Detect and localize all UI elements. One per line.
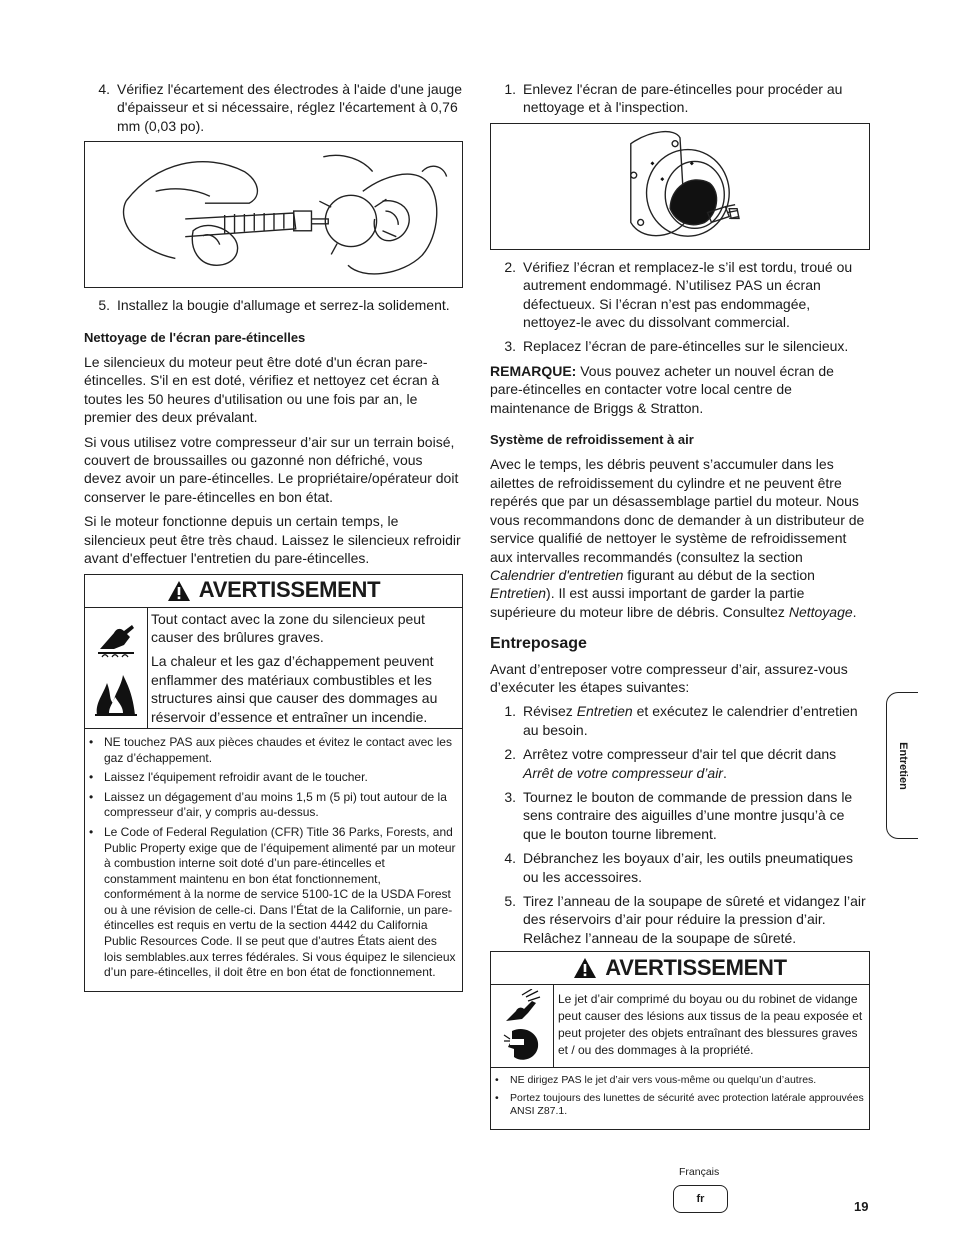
step-text: Enlevez l'écran de pare-étincelles pour procéder au nettoyage et à l'inspection. bbox=[523, 81, 843, 116]
right-column bbox=[490, 80, 870, 1130]
list-item: • NE dirigez PAS le jet d’air vers vous-même ou quelqu’un d’autres. bbox=[495, 1074, 817, 1087]
hot-surface-hand-icon bbox=[94, 619, 138, 659]
step-list-install bbox=[84, 296, 463, 314]
cooling-heading: Système de refroidissement à air bbox=[490, 432, 694, 448]
list-item: 5. Tirez l’anneau de la soupape de sûreté et vidangez l’air des réservoirs d’air pour réduire la pression d’air. Relâchez l’anneau de la soupape de sûreté. bbox=[504, 893, 866, 946]
warning-text bbox=[148, 608, 462, 728]
list-item: 3. Tournez le bouton de commande de pression dans le sens contraire des aiguilles d’une montre jusqu’à ce que le bouton tourne librement. bbox=[504, 788, 853, 842]
step-number: 1. bbox=[504, 81, 516, 97]
warning-bullets bbox=[491, 1068, 869, 1129]
paragraph: Si le moteur fonctionne depuis un certain temps, le silencieux peut être très chaud. Laissez le silencieux refroidir avant d'effectuer l'entretien du pare-étincelles. bbox=[84, 513, 461, 567]
warning-text-line: Tout contact avec la zone du silencieux peut causer des brûlures graves. bbox=[151, 610, 425, 645]
spark-arrester-illustration-icon bbox=[491, 124, 869, 249]
warning-title: AVERTISSEMENT bbox=[198, 577, 381, 603]
language-badge: fr bbox=[673, 1185, 728, 1213]
list-item bbox=[490, 337, 870, 355]
side-tab-label: Entretien bbox=[896, 741, 909, 790]
warning-header bbox=[491, 952, 869, 985]
air-jet-hand-icon bbox=[502, 989, 542, 1025]
warning-box-air-jet bbox=[490, 951, 870, 1130]
step-text: Installez la bougie d'allumage et serrez-la solidement. bbox=[117, 297, 450, 314]
warning-icons bbox=[491, 985, 554, 1067]
list-item: 2. Arrêtez votre compresseur d'air tel que décrit dans Arrêt de votre compresseur d’air. bbox=[504, 746, 837, 781]
warning-text-line: La chaleur et les gaz d’échappement peuvent enflammer des matériaux combustibles et les structures ainsi que causer des dommages au réservoir d’essence et entraîner un incendie. bbox=[151, 653, 438, 725]
list-item: 4. Débranchez les boyaux d’air, les outils pneumatiques ou les accessoires. bbox=[504, 850, 853, 885]
list-item: • Laissez l'équipement refroidir avant de le toucher. bbox=[89, 770, 368, 785]
section-side-tab[interactable] bbox=[886, 692, 918, 839]
step-text: Vérifiez l'écartement des électrodes à l'aide d'une jauge d'épaisseur et si nécessaire, réglez l'écartement à 0,76 mm (0,03 po). bbox=[117, 81, 463, 134]
step-list-check-screen bbox=[490, 258, 870, 356]
step-list-spark-plug bbox=[84, 80, 463, 135]
storage-heading: Entreposage bbox=[490, 635, 587, 653]
language-label: Français bbox=[679, 1166, 720, 1178]
step-list-remove-screen bbox=[490, 80, 870, 117]
warning-box-muffler bbox=[84, 574, 463, 992]
list-item: • NE touchez PAS aux pièces chaudes et évitez le contact avec les gaz d’échappement. bbox=[89, 734, 452, 765]
cooling-paragraph: Avec le temps, les débris peuvent s’accumuler dans les ailettes de refroidissement du cylindre et ne peuvent être repérés que par un désassemblage partiel du moteur. Nous vous recommandons donc de demander à un distributeur de service qualifié de nettoyer le système de refroidissement aux intervalles recommandés (consultez la section Calendrier d'entretien figurant au début de la section Entretien). Il est aussi important de garder la partie supérieure du moteur libre de débris. Consultez Nettoyage. bbox=[490, 456, 865, 620]
step-text: Replacez l’écran de pare-étincelles sur le silencieux. bbox=[523, 338, 849, 355]
list-item bbox=[490, 258, 870, 332]
page-number: 19 bbox=[854, 1199, 869, 1214]
warning-body bbox=[491, 985, 869, 1068]
spark-plug-gap-figure bbox=[84, 141, 463, 288]
list-item: • Laissez un dégagement d’au moins 1,5 m (5 pi) tout autour de la compresseur d’air, y compris au-dessus. bbox=[89, 789, 447, 820]
step-number: 5. bbox=[98, 297, 110, 314]
warning-triangle-icon bbox=[573, 957, 597, 979]
fire-icon bbox=[93, 673, 139, 717]
warning-icons bbox=[85, 608, 148, 728]
safety-goggles-icon bbox=[502, 1025, 542, 1063]
warning-body bbox=[85, 608, 462, 729]
paragraph: Si vous utilisez votre compresseur d’air sur un terrain boisé, couvert de broussailles ou gazonné non défriché, vous devez avoir un pare-étincelles. Le propriétaire/opérateur doit conserver le pare-étincelles en bon état. bbox=[84, 433, 459, 505]
remarque-paragraph: REMARQUE: Vous pouvez acheter un nouvel écran de pare-étincelles en contacter votre local centre de maintenance de Briggs & Stratton. bbox=[490, 362, 834, 416]
paragraph: Le silencieux du moteur peut être doté d'un écran pare-étincelles. S'il en est doté, vérifiez et nettoyez cet écran à toutes les 50 heures d'utilisation ou une fois par an, le premier des deux prévalant. bbox=[84, 354, 440, 426]
left-column bbox=[84, 80, 463, 992]
warning-bullets bbox=[85, 729, 462, 991]
list-item: 1. Révisez Entretien et exécutez le calendrier d’entretien au besoin. bbox=[504, 703, 858, 738]
storage-intro: Avant d’entreposer votre compresseur d’air, assurez-vous d’exécuter les étapes suivantes: bbox=[490, 660, 848, 695]
warning-title: AVERTISSEMENT bbox=[605, 955, 787, 981]
warning-text: Le jet d’air comprimé du boyau ou du robinet de vidange peut causer des lésions aux tissus de la peau exposée et peut projeter des objets entraînant des blessures graves et / ou des dommages à la propriété. bbox=[558, 992, 863, 1058]
list-item: • Le Code of Federal Regulation (CFR) Title 36 Parks, Forests, and Public Property exige que de l’équipement alimenté par un moteur à combustion interne soit doté d’un pare-étincelles et constamment maintenu en bon état fonctionnement, conformément à la norme de service 5100-1C de la USDA Forest ou à une révision de celle-ci. Dans l’État de la Californie, un pare-étincelles est requis en vertu de la section 4442 du California Public Resources Code. Il se peut que d’autres États aient des lois semblables.aux terres fédérales. Si vous équipez le silencieux d’un pare-étincelles, il doit être en bon état de fonctionnement. bbox=[89, 824, 456, 980]
step-number: 3. bbox=[504, 338, 516, 355]
warning-header bbox=[85, 575, 462, 608]
storage-step-list bbox=[490, 702, 870, 947]
step-number: 2. bbox=[504, 258, 516, 275]
step-number: 4. bbox=[98, 81, 110, 97]
list-item bbox=[490, 80, 870, 117]
step-text: Vérifiez l’écran et remplacez-le s’il est tordu, troué ou autrement endommagé. N’utilisez PAS un écran défectueux. Si l’écran n’est pas endommagée, nettoyez-le avec du dissolvant commercial. bbox=[523, 258, 853, 331]
list-item bbox=[84, 80, 463, 135]
remarque-label: REMARQUE: bbox=[490, 362, 577, 379]
spark-plug-illustration-icon bbox=[85, 142, 462, 287]
spark-arrester-heading: Nettoyage de l'écran pare-étincelles bbox=[84, 329, 306, 345]
list-item: • Portez toujours des lunettes de sécurité avec protection latérale approuvées ANSI Z87.1. bbox=[495, 1091, 864, 1118]
spark-arrester-figure bbox=[490, 123, 870, 250]
list-item bbox=[84, 296, 463, 314]
warning-triangle-icon bbox=[167, 580, 191, 602]
